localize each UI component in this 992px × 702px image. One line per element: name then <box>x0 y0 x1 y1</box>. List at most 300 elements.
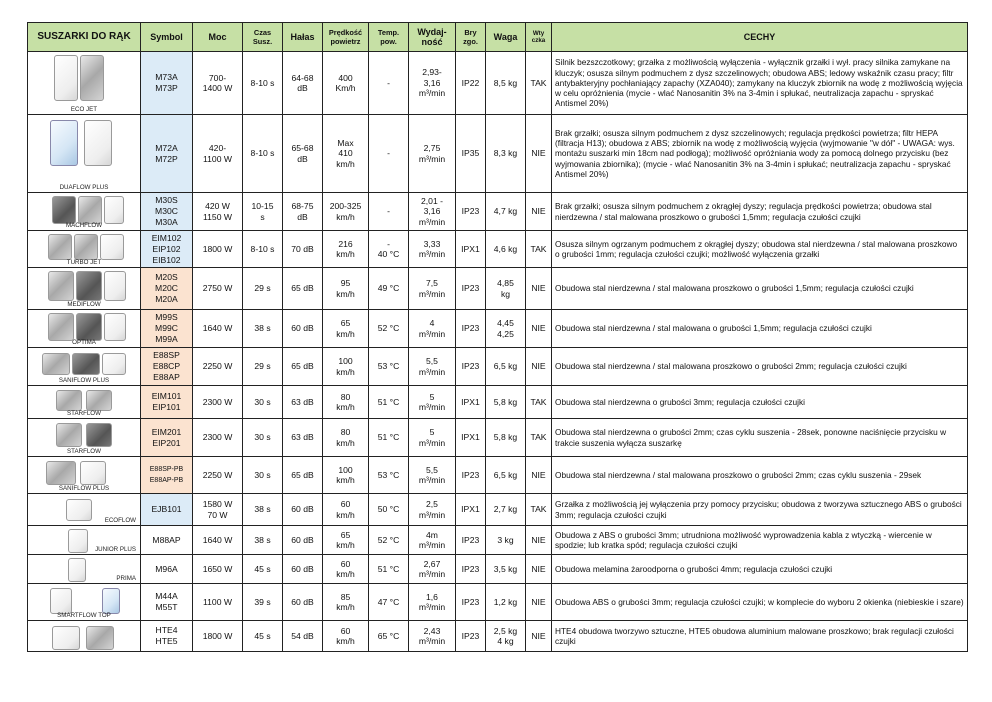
plug-cell: NIE <box>526 310 552 348</box>
output-cell <box>409 52 456 115</box>
temp-unit: °C <box>387 361 400 372</box>
ip-cell: IP23 <box>456 555 486 584</box>
hand-dryer-image <box>78 196 102 224</box>
temp-cell <box>369 419 409 457</box>
hand-dryers-table <box>27 22 968 652</box>
power-cell: 700- 1400 W <box>193 52 243 115</box>
table-row <box>28 419 968 457</box>
temp-unit: °C <box>387 504 400 515</box>
features-cell: Osusza silnym ogrzanym podmuchem z okrągłej dyszy; obudowa stal nierdzewna / stal malowana proszkowo o grubości 1mm; regulacja czułości czujki; możliwość wyłączenia grzałki <box>552 231 968 268</box>
product-picture <box>28 555 140 583</box>
temp-unit: °C <box>387 396 400 407</box>
output-unit: m³/min <box>418 475 446 485</box>
product-picture <box>28 526 140 554</box>
noise-cell: 68-75 dB <box>283 193 323 231</box>
temp-value: 47 <box>377 596 388 607</box>
plug-cell: NIE <box>526 621 552 652</box>
output-value: 5,5 <box>426 356 438 367</box>
product-cell <box>28 621 141 652</box>
plug-cell: NIE <box>526 348 552 386</box>
plug-cell: NIE <box>526 193 552 231</box>
hand-dryer-image <box>46 461 76 485</box>
speed-cell: 100 km/h <box>323 457 369 494</box>
hand-dryer-image <box>76 271 102 301</box>
product-name: ECO JET <box>70 106 98 113</box>
header-weight: Waga <box>486 23 526 52</box>
weight-cell: 8,3 kg <box>486 115 526 193</box>
output-value: 2,5 <box>426 499 438 510</box>
dry-time-cell: 8-10 s <box>243 231 283 268</box>
speed-cell: 200-325 km/h <box>323 193 369 231</box>
output-unit: m³/min <box>418 366 446 377</box>
header-symbol: Symbol <box>141 23 193 52</box>
plug-cell: NIE <box>526 555 552 584</box>
weight-cell: 5,8 kg <box>486 419 526 457</box>
features-cell: HTE4 obudowa tworzywo sztuczne, HTE5 obudowa aluminium malowane proszkowo; brak regulacji czułości czujki <box>552 621 968 652</box>
features-cell: Obudowa stal nierdzewna / stal malowana proszkowo o grubości 2mm; regulacja czułości czujki <box>552 348 968 386</box>
power-cell: 420 W 1150 W <box>193 193 243 231</box>
plug-cell: NIE <box>526 115 552 193</box>
speed-cell: 400 Km/h <box>323 52 369 115</box>
plug-cell: TAK <box>526 419 552 457</box>
product-picture <box>28 584 140 620</box>
temp-value: 53 <box>377 469 388 480</box>
plug-cell: NIE <box>526 584 552 621</box>
hand-dryer-image <box>52 196 76 224</box>
temp-cell <box>369 115 409 193</box>
temp-cell <box>369 494 409 526</box>
speed-cell: 60 km/h <box>323 621 369 652</box>
table-row <box>28 555 968 584</box>
temp-value: 51 <box>377 396 388 407</box>
features-cell: Silnik bezszczotkowy; grzałka z możliwością wyłączenia - wyłącznik grzałki i wył. pracy silnika zamykane na kluczyk; osusza silnym podmuchem z dysz szczelinowych; obudowa ABS; ledowy wskaźnik czasu pracy; filtr antybakteryjny pochłaniający zapachy (XZA040); zamykany na kluczyk zbiornik na wodę z możliwością wyjęcia w celu opróżnienia (mycie - wlać Nanosanitin 3% na 3-4min i spłukać, neutralizacja zapachu - spryskać Antismel 20%) <box>552 52 968 115</box>
features-cell: Brak grzałki; osusza silnym podmuchem z okrągłej dyszy; regulacja prędkości powietrza; obudowa stal nierdzewna / stal malowana proszkowo o grubości 1,5mm; regulacja czułości czujki <box>552 193 968 231</box>
dry-time-cell: 8-10 s <box>243 115 283 193</box>
output-unit: m³/min <box>418 328 446 339</box>
hand-dryer-image <box>76 313 102 341</box>
noise-cell: 64-68 dB <box>283 52 323 115</box>
temp-cell <box>369 231 409 268</box>
product-picture <box>28 419 140 456</box>
temp-cell <box>369 348 409 386</box>
features-cell: Grzałka z możliwością jej wyłączenia przy pomocy przycisku; obudowa z tworzywa sztucznego ABS o grubości 3mm; regulacja czułości czujki <box>552 494 968 526</box>
power-cell: 1580 W 70 W <box>193 494 243 526</box>
temp-value: 50 <box>377 504 388 515</box>
dry-time-cell: 30 s <box>243 386 283 419</box>
temp-value: 53 <box>377 361 388 372</box>
power-cell: 2300 W <box>193 386 243 419</box>
hand-dryer-image <box>56 390 82 411</box>
header-dry-time: Czas Susz. <box>243 23 283 52</box>
hand-dryer-image <box>100 234 124 260</box>
speed-cell: 85 km/h <box>323 584 369 621</box>
dry-time-cell: 10-15 s <box>243 193 283 231</box>
ip-cell: IPX1 <box>456 386 486 419</box>
noise-cell: 54 dB <box>283 621 323 652</box>
hand-dryer-image <box>104 271 126 301</box>
output-value: 2,93- 3,16 <box>422 67 442 88</box>
plug-cell: NIE <box>526 457 552 494</box>
symbol-cell: E88SP-PB E88AP-PB <box>141 457 193 494</box>
features-cell: Obudowa stal nierdzewna o grubości 3mm; regulacja czułości czujki <box>552 386 968 419</box>
power-cell: 2250 W <box>193 348 243 386</box>
dry-time-cell: 29 s <box>243 348 283 386</box>
temp-value: - <box>387 148 390 159</box>
output-cell <box>409 348 456 386</box>
output-value: 2,43 <box>423 625 441 636</box>
hand-dryer-image <box>56 423 82 447</box>
product-name: SMARTFLOW TOP <box>57 612 111 619</box>
ip-cell: IP23 <box>456 193 486 231</box>
output-unit: m³/min <box>418 540 446 550</box>
product-picture <box>28 457 140 493</box>
temp-unit: °C <box>387 630 400 641</box>
plug-cell: TAK <box>526 231 552 268</box>
header-features: CECHY <box>552 23 968 52</box>
output-unit: m³/min <box>418 636 446 646</box>
output-value: 7,5 <box>426 278 438 289</box>
product-cell <box>28 193 141 231</box>
ip-cell: IP23 <box>456 268 486 310</box>
weight-cell: 4,45 4,25 <box>486 310 526 348</box>
hand-dryer-image <box>68 558 86 582</box>
table-row <box>28 115 968 193</box>
dry-time-cell: 38 s <box>243 526 283 555</box>
noise-cell: 60 dB <box>283 494 323 526</box>
power-cell: 1800 W <box>193 231 243 268</box>
output-cell <box>409 231 456 268</box>
output-value: 3,33 <box>423 238 441 249</box>
product-cell <box>28 494 141 526</box>
ip-cell: IP23 <box>456 584 486 621</box>
header-power: Moc <box>193 23 243 52</box>
product-cell <box>28 526 141 555</box>
symbol-cell: M20S M20C M20A <box>141 268 193 310</box>
output-cell <box>409 621 456 652</box>
temp-unit: °C <box>387 283 400 294</box>
hand-dryer-image <box>86 423 112 447</box>
product-name: TURBO JET <box>66 259 102 266</box>
output-unit: m³/min <box>418 602 446 612</box>
product-picture <box>28 115 140 192</box>
hand-dryer-image <box>102 353 126 375</box>
temp-unit: °C <box>387 469 400 480</box>
temp-unit: °C <box>387 596 400 607</box>
temp-value: - 40 <box>377 238 390 259</box>
product-cell <box>28 348 141 386</box>
power-cell: 1100 W <box>193 584 243 621</box>
hand-dryer-image <box>74 234 98 260</box>
product-picture <box>28 52 140 114</box>
header-output: Wydaj-ność <box>409 23 456 52</box>
symbol-cell: M96A <box>141 555 193 584</box>
features-cell: Obudowa stal nierdzewna o grubości 2mm; czas cyklu suszenia - 28sek, ponowne naciśnięcie przycisku w trakcie suszenia wyłącza suszarkę <box>552 419 968 457</box>
product-name: SANIFLOW PLUS <box>58 485 110 492</box>
table-header-row <box>28 23 968 52</box>
temp-cell <box>369 193 409 231</box>
weight-cell: 4,85 kg <box>486 268 526 310</box>
noise-cell: 60 dB <box>283 584 323 621</box>
hand-dryer-image <box>42 353 70 375</box>
features-cell: Obudowa stal nierdzewna / stal malowana proszkowo o grubości 2mm; czas cyklu suszenia - 29sek <box>552 457 968 494</box>
ip-cell: IP22 <box>456 52 486 115</box>
power-cell: 1800 W <box>193 621 243 652</box>
temp-cell <box>369 621 409 652</box>
symbol-cell: E88SP E88CP E88AP <box>141 348 193 386</box>
plug-cell: TAK <box>526 494 552 526</box>
table-row <box>28 526 968 555</box>
table-body <box>28 52 968 652</box>
product-picture <box>28 621 140 651</box>
table-row <box>28 268 968 310</box>
noise-cell: 60 dB <box>283 310 323 348</box>
dry-time-cell: 38 s <box>243 494 283 526</box>
table-row <box>28 621 968 652</box>
weight-cell: 3 kg <box>486 526 526 555</box>
product-name: STARFLOW <box>67 448 101 455</box>
table-row <box>28 386 968 419</box>
plug-cell: NIE <box>526 526 552 555</box>
weight-cell: 4,6 kg <box>486 231 526 268</box>
noise-cell: 65 dB <box>283 348 323 386</box>
ip-cell: IP23 <box>456 310 486 348</box>
weight-cell: 5,8 kg <box>486 386 526 419</box>
weight-cell: 2,5 kg 4 kg <box>486 621 526 652</box>
symbol-cell: EIM201 EIP201 <box>141 419 193 457</box>
hand-dryer-image <box>48 234 72 260</box>
output-cell <box>409 115 456 193</box>
output-cell <box>409 193 456 231</box>
features-cell: Obudowa stal nierdzewna / stal malowana o grubości 1,5mm; regulacja czułości czujki <box>552 310 968 348</box>
product-picture <box>28 193 140 230</box>
dry-time-cell: 8-10 s <box>243 52 283 115</box>
noise-cell: 65 dB <box>283 268 323 310</box>
output-unit: m³/min <box>418 437 446 448</box>
product-name: JUNIOR PLUS <box>95 546 136 553</box>
product-cell <box>28 457 141 494</box>
temp-value: - <box>387 77 390 88</box>
ip-cell: IP23 <box>456 621 486 652</box>
output-value: 1,6 <box>426 591 438 602</box>
speed-cell: Max 410 km/h <box>323 115 369 193</box>
hand-dryer-image <box>48 313 74 341</box>
temp-cell <box>369 457 409 494</box>
temp-cell <box>369 555 409 584</box>
header-plug: Wty czka <box>526 23 552 52</box>
hand-dryer-image <box>54 55 78 101</box>
product-picture <box>28 494 140 525</box>
header-noise: Hałas <box>283 23 323 52</box>
dry-time-cell: 39 s <box>243 584 283 621</box>
header-speed: Prędkość powietrz <box>323 23 369 52</box>
output-cell <box>409 419 456 457</box>
table-row <box>28 457 968 494</box>
output-value: 4 <box>429 318 435 329</box>
features-cell: Obudowa stal nierdzewna / stal malowana proszkowo o grubości 1,5mm; regulacja czułości czujki <box>552 268 968 310</box>
temp-cell <box>369 52 409 115</box>
output-unit: m³/min <box>418 153 446 164</box>
dry-time-cell: 45 s <box>243 555 283 584</box>
output-value: 5,5 <box>426 464 438 475</box>
features-cell: Obudowa ABS o grubości 3mm; regulacja czułości czujki; w komplecie do wyboru 2 okienka (niebieskie i szare) <box>552 584 968 621</box>
speed-cell: 60 km/h <box>323 555 369 584</box>
speed-cell: 65 km/h <box>323 526 369 555</box>
product-name: SANIFLOW PLUS <box>58 377 110 384</box>
speed-cell: 80 km/h <box>323 419 369 457</box>
product-name: ECOFLOW <box>104 517 136 524</box>
temp-unit: °C <box>387 432 400 443</box>
speed-cell: 216 km/h <box>323 231 369 268</box>
dry-time-cell: 38 s <box>243 310 283 348</box>
power-cell: 2250 W <box>193 457 243 494</box>
hand-dryer-image <box>50 588 72 614</box>
temp-unit: °C <box>387 249 400 259</box>
product-name: STARFLOW <box>67 410 101 417</box>
product-name: PRIMA <box>116 575 136 582</box>
product-cell <box>28 419 141 457</box>
product-name: MACHFLOW <box>65 222 103 229</box>
product-picture <box>28 231 140 267</box>
power-cell: 1640 W <box>193 310 243 348</box>
product-picture <box>28 310 140 347</box>
symbol-cell: M99S M99C M99A <box>141 310 193 348</box>
symbol-cell: M30S M30C M30A <box>141 193 193 231</box>
output-unit: m³/min <box>418 249 446 259</box>
output-value: 2,67 <box>423 558 441 569</box>
dry-time-cell: 45 s <box>243 621 283 652</box>
temp-cell <box>369 526 409 555</box>
temp-cell <box>369 310 409 348</box>
weight-cell: 1,2 kg <box>486 584 526 621</box>
symbol-cell: EIM102 EIP102 EIB102 <box>141 231 193 268</box>
speed-cell: 80 km/h <box>323 386 369 419</box>
hand-dryer-image <box>48 271 74 301</box>
product-cell <box>28 555 141 584</box>
temp-value: - <box>387 206 390 217</box>
table-row <box>28 310 968 348</box>
product-cell <box>28 115 141 193</box>
product-cell <box>28 52 141 115</box>
table-row <box>28 52 968 115</box>
hand-dryer-image <box>104 313 126 341</box>
temp-unit: °C <box>387 563 400 574</box>
temp-value: 49 <box>377 283 388 294</box>
symbol-cell: M44A M55T <box>141 584 193 621</box>
product-cell <box>28 310 141 348</box>
speed-cell: 95 km/h <box>323 268 369 310</box>
noise-cell: 65-68 dB <box>283 115 323 193</box>
table-row <box>28 193 968 231</box>
output-value: 5 <box>429 391 435 402</box>
weight-cell: 2,7 kg <box>486 494 526 526</box>
ip-cell: IPX1 <box>456 494 486 526</box>
symbol-cell: EJB101 <box>141 494 193 526</box>
weight-cell: 4,7 kg <box>486 193 526 231</box>
hand-dryer-image <box>50 120 78 166</box>
features-cell: Obudowa z ABS o grubości 3mm; utrudniona możliwość wyprowadzenia kabla z wtyczką - wiercenie w spodzie; lub kratka spód; regulacja czułości czujki <box>552 526 968 555</box>
features-cell: Brak grzałki; osusza silnym podmuchem z dysz szczelinowych; regulacja prędkości powietrza; filtr HEPA (filtracja H13); obudowa z ABS; zbiornik na wodę z możliwością wyjęcia (wyjmowanie "w dół" - UWAGA: wys. montażu suszarki min 18cm nad podłogą); możliwość opróżniania wody za pomocą dolnego przycisku (bez wyjmowania zbiornika); (mycie - wlać Nanosanitin 3% na 3-4min i spłukać; neutralizacja zapachu - spryskać Antismel 20%) <box>552 115 968 193</box>
output-value: 5 <box>429 427 435 438</box>
output-value: 2,01 - 3,16 <box>421 195 443 217</box>
temp-value: 52 <box>377 534 388 545</box>
noise-cell: 60 dB <box>283 526 323 555</box>
hand-dryer-image <box>104 196 124 224</box>
output-cell <box>409 268 456 310</box>
power-cell: 2750 W <box>193 268 243 310</box>
output-unit: m³/min <box>418 569 446 579</box>
hand-dryer-image <box>72 353 100 375</box>
output-unit: m³/min <box>418 288 446 299</box>
ip-cell: IPX1 <box>456 231 486 268</box>
temp-unit: °C <box>387 534 400 545</box>
product-name: MEDIFLOW <box>67 301 101 308</box>
ip-cell: IP23 <box>456 348 486 386</box>
plug-cell: NIE <box>526 268 552 310</box>
plug-cell: TAK <box>526 52 552 115</box>
output-cell <box>409 386 456 419</box>
header-product: SUSZARKI DO RĄK <box>28 23 141 52</box>
output-value: 2,75 <box>423 143 441 154</box>
table-row <box>28 231 968 268</box>
hand-dryer-image <box>86 626 114 650</box>
product-picture <box>28 348 140 385</box>
hand-dryer-image <box>80 55 104 101</box>
table-row <box>28 348 968 386</box>
noise-cell: 70 dB <box>283 231 323 268</box>
dry-time-cell: 30 s <box>243 457 283 494</box>
weight-cell: 6,5 kg <box>486 348 526 386</box>
product-cell <box>28 386 141 419</box>
product-picture <box>28 386 140 418</box>
symbol-cell: M72A M72P <box>141 115 193 193</box>
features-cell: Obudowa melamina żaroodporna o grubości 4mm; regulacja czułości czujki <box>552 555 968 584</box>
weight-cell: 6,5 kg <box>486 457 526 494</box>
hand-dryer-image <box>80 461 106 485</box>
output-cell <box>409 555 456 584</box>
output-unit: m³/min <box>418 88 446 99</box>
speed-cell: 100 km/h <box>323 348 369 386</box>
output-unit: m³/min <box>418 216 446 227</box>
header-temp: Temp. pow. <box>369 23 409 52</box>
temp-cell <box>369 268 409 310</box>
header-ip: Bry zgo. <box>456 23 486 52</box>
output-cell <box>409 494 456 526</box>
hand-dryer-image <box>84 120 112 166</box>
hand-dryer-image <box>86 390 112 411</box>
output-cell <box>409 526 456 555</box>
hand-dryer-image <box>68 529 88 553</box>
plug-cell: TAK <box>526 386 552 419</box>
product-picture <box>28 268 140 309</box>
temp-value: 52 <box>377 323 388 334</box>
ip-cell: IP35 <box>456 115 486 193</box>
output-value: 4m <box>426 529 438 540</box>
output-unit: m³/min <box>418 509 446 520</box>
product-name: OPTIMA <box>72 339 96 346</box>
output-cell <box>409 584 456 621</box>
temp-value: 65 <box>377 630 388 641</box>
temp-value: 51 <box>377 563 388 574</box>
speed-cell: 65 km/h <box>323 310 369 348</box>
power-cell: 2300 W <box>193 419 243 457</box>
hand-dryer-image <box>102 588 120 614</box>
temp-value: 51 <box>377 432 388 443</box>
product-cell <box>28 231 141 268</box>
temp-cell <box>369 584 409 621</box>
noise-cell: 63 dB <box>283 419 323 457</box>
temp-cell <box>369 386 409 419</box>
table-row <box>28 494 968 526</box>
